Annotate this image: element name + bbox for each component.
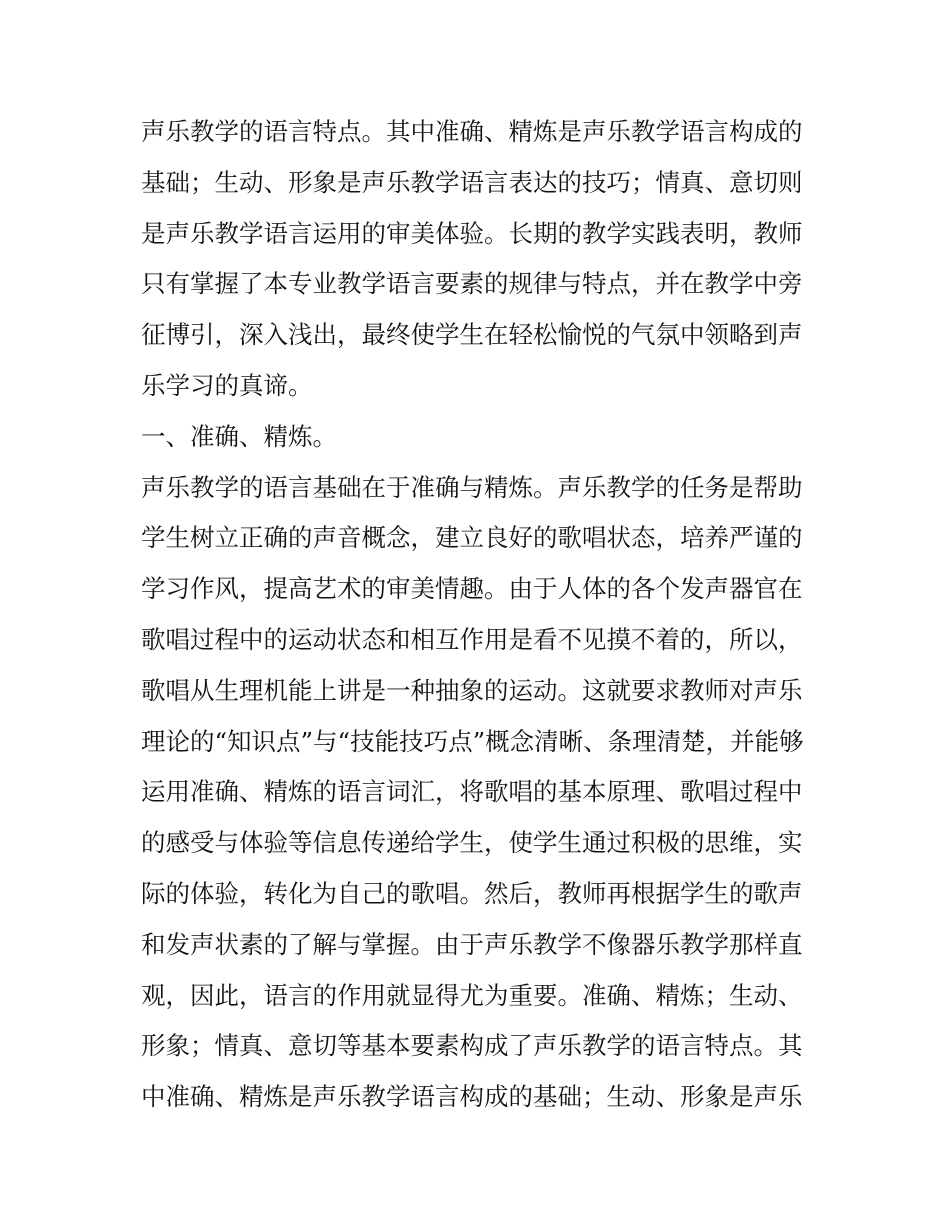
text-line: 歌唱过程中的运动状态和相互作用是看不见摸不着的，所以， — [141, 624, 803, 654]
text-line: 和发声状素的了解与掌握。由于声乐教学不像器乐教学那样直 — [141, 929, 803, 959]
text-line: 学习作风，提高艺术的审美情趣。由于人体的各个发声器官在 — [141, 574, 803, 604]
text-line: 歌唱从生理机能上讲是一种抽象的运动。这就要求教师对声乐 — [141, 675, 803, 705]
text-line: 理论的“知识点”与“技能技巧点”概念清晰、条理清楚，并能够 — [141, 726, 804, 756]
text-line: 乐学习的真谛。 — [141, 370, 313, 400]
text-line: 运用准确、精炼的语言词汇，将歌唱的基本原理、歌唱过程中 — [141, 777, 803, 807]
text-line: 征博引，深入浅出，最终使学生在轻松愉悦的气氛中领略到声 — [141, 320, 803, 350]
body-text — [141, 107, 821, 1123]
text-line: 基础；生动、形象是声乐教学语言表达的技巧；情真、意切则 — [141, 167, 803, 197]
text-line: 中准确、精炼是声乐教学语言构成的基础；生动、形象是声乐 — [141, 1082, 803, 1112]
text-line: 际的体验，转化为自己的歌唱。然后，教师再根据学生的歌声 — [141, 878, 803, 908]
text-line: 是声乐教学语言运用的审美体验。长期的教学实践表明，教师 — [141, 218, 803, 248]
section-heading: 一、准确、精炼。 — [141, 421, 337, 451]
text-line: 观，因此，语言的作用就显得尤为重要。准确、精炼；生动、 — [141, 980, 803, 1010]
text-line: 只有掌握了本专业教学语言要素的规律与特点，并在教学中旁 — [141, 269, 803, 299]
text-line: 的感受与体验等信息传递给学生，使学生通过积极的思维，实 — [141, 828, 803, 858]
text-line: 学生树立正确的声音概念，建立良好的歌唱状态，培养严谨的 — [141, 523, 803, 553]
text-line: 声乐教学的语言基础在于准确与精炼。声乐教学的任务是帮助 — [141, 472, 803, 502]
text-line: 声乐教学的语言特点。其中准确、精炼是声乐教学语言构成的 — [141, 117, 803, 146]
text-line: 形象；情真、意切等基本要素构成了声乐教学的语言特点。其 — [141, 1031, 803, 1061]
